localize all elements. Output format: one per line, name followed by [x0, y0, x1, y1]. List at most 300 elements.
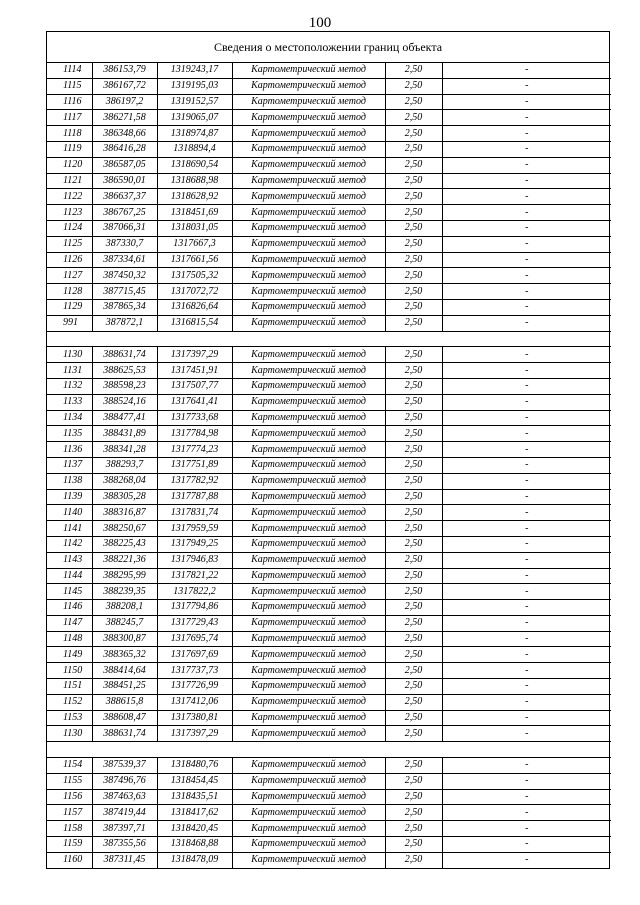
point-number-cell: 1126 — [47, 252, 92, 268]
point-number-cell: 1119 — [47, 141, 92, 157]
y-coordinate-cell: 1317946,83 — [157, 552, 232, 568]
y-coordinate-cell: 1317782,92 — [157, 473, 232, 489]
x-coordinate-cell: 388300,87 — [92, 631, 157, 647]
accuracy-cell: 2,50 — [385, 584, 442, 600]
point-number-cell: 1139 — [47, 489, 92, 505]
boundary-table — [46, 31, 610, 869]
method-cell: Картометрический метод — [232, 394, 385, 410]
y-coordinate-cell: 1317641,41 — [157, 394, 232, 410]
point-number-cell: 1131 — [47, 363, 92, 379]
point-number-cell: 991 — [47, 315, 92, 331]
table-row — [47, 173, 611, 189]
method-cell: Картометрический метод — [232, 489, 385, 505]
y-coordinate-cell: 1318468,88 — [157, 837, 232, 853]
point-number-cell: 1160 — [47, 852, 92, 867]
x-coordinate-cell: 387334,61 — [92, 252, 157, 268]
table-row — [47, 126, 611, 142]
accuracy-cell: 2,50 — [385, 789, 442, 805]
description-cell: - — [442, 505, 611, 521]
x-coordinate-cell: 387419,44 — [92, 805, 157, 821]
accuracy-cell: 2,50 — [385, 758, 442, 774]
description-cell: - — [442, 821, 611, 837]
accuracy-cell — [385, 331, 442, 347]
table-row — [47, 457, 611, 473]
point-number-cell: 1115 — [47, 78, 92, 94]
table-row — [47, 252, 611, 268]
description-cell: - — [442, 394, 611, 410]
method-cell — [232, 742, 385, 758]
accuracy-cell: 2,50 — [385, 568, 442, 584]
description-cell: - — [442, 220, 611, 236]
description-cell: - — [442, 584, 611, 600]
y-coordinate-cell — [157, 331, 232, 347]
description-cell: - — [442, 157, 611, 173]
description-cell: - — [442, 789, 611, 805]
description-cell: - — [442, 205, 611, 221]
point-number-cell: 1151 — [47, 679, 92, 695]
y-coordinate-cell: 1316826,64 — [157, 299, 232, 315]
method-cell: Картометрический метод — [232, 852, 385, 867]
point-number-cell: 1123 — [47, 205, 92, 221]
table-row — [47, 852, 611, 867]
y-coordinate-cell: 1317774,23 — [157, 442, 232, 458]
x-coordinate-cell: 387330,7 — [92, 236, 157, 252]
description-cell: - — [442, 647, 611, 663]
method-cell: Картометрический метод — [232, 600, 385, 616]
table-row — [47, 600, 611, 616]
accuracy-cell: 2,50 — [385, 157, 442, 173]
method-cell: Картометрический метод — [232, 805, 385, 821]
description-cell: - — [442, 426, 611, 442]
x-coordinate-cell: 388431,89 — [92, 426, 157, 442]
x-coordinate-cell: 387311,45 — [92, 852, 157, 867]
accuracy-cell: 2,50 — [385, 457, 442, 473]
point-number-cell — [47, 742, 92, 758]
x-coordinate-cell: 387865,34 — [92, 299, 157, 315]
y-coordinate-cell: 1318454,45 — [157, 773, 232, 789]
point-number-cell: 1147 — [47, 615, 92, 631]
table-row — [47, 552, 611, 568]
method-cell: Картометрический метод — [232, 141, 385, 157]
table-row — [47, 205, 611, 221]
description-cell — [442, 331, 611, 347]
x-coordinate-cell: 387539,37 — [92, 758, 157, 774]
point-number-cell: 1127 — [47, 268, 92, 284]
method-cell: Картометрический метод — [232, 157, 385, 173]
table-row — [47, 299, 611, 315]
table-row — [47, 189, 611, 205]
table-row — [47, 758, 611, 774]
x-coordinate-cell: 388631,74 — [92, 347, 157, 363]
y-coordinate-cell: 1319065,07 — [157, 110, 232, 126]
accuracy-cell: 2,50 — [385, 126, 442, 142]
accuracy-cell: 2,50 — [385, 536, 442, 552]
table-row — [47, 568, 611, 584]
table-row — [47, 63, 611, 78]
description-cell: - — [442, 457, 611, 473]
y-coordinate-cell: 1317072,72 — [157, 284, 232, 300]
description-cell: - — [442, 679, 611, 695]
page-number: 100 — [308, 15, 332, 31]
point-number-cell — [47, 331, 92, 347]
y-coordinate-cell: 1317726,99 — [157, 679, 232, 695]
accuracy-cell: 2,50 — [385, 726, 442, 742]
method-cell: Картометрический метод — [232, 378, 385, 394]
method-cell: Картометрический метод — [232, 173, 385, 189]
method-cell: Картометрический метод — [232, 821, 385, 837]
method-cell: Картометрический метод — [232, 584, 385, 600]
y-coordinate-cell: 1317831,74 — [157, 505, 232, 521]
point-number-cell: 1122 — [47, 189, 92, 205]
y-coordinate-cell: 1318435,51 — [157, 789, 232, 805]
method-cell: Картометрический метод — [232, 615, 385, 631]
description-cell: - — [442, 710, 611, 726]
method-cell: Картометрический метод — [232, 363, 385, 379]
table-row — [47, 615, 611, 631]
method-cell: Картометрический метод — [232, 299, 385, 315]
x-coordinate-cell: 388221,36 — [92, 552, 157, 568]
table-row — [47, 78, 611, 94]
method-cell: Картометрический метод — [232, 552, 385, 568]
x-coordinate-cell: 388341,28 — [92, 442, 157, 458]
point-number-cell: 1141 — [47, 521, 92, 537]
y-coordinate-cell: 1317397,29 — [157, 726, 232, 742]
table-row — [47, 505, 611, 521]
method-cell: Картометрический метод — [232, 236, 385, 252]
x-coordinate-cell: 388293,7 — [92, 457, 157, 473]
table-gap-row — [47, 331, 611, 347]
accuracy-cell: 2,50 — [385, 252, 442, 268]
accuracy-cell: 2,50 — [385, 679, 442, 695]
table-row — [47, 347, 611, 363]
method-cell: Картометрический метод — [232, 94, 385, 110]
x-coordinate-cell: 388208,1 — [92, 600, 157, 616]
accuracy-cell: 2,50 — [385, 410, 442, 426]
table-row — [47, 489, 611, 505]
point-number-cell: 1144 — [47, 568, 92, 584]
point-number-cell: 1133 — [47, 394, 92, 410]
y-coordinate-cell: 1318688,98 — [157, 173, 232, 189]
x-coordinate-cell: 386416,28 — [92, 141, 157, 157]
method-cell: Картометрический метод — [232, 505, 385, 521]
x-coordinate-cell: 388268,04 — [92, 473, 157, 489]
accuracy-cell: 2,50 — [385, 631, 442, 647]
description-cell: - — [442, 663, 611, 679]
accuracy-cell: 2,50 — [385, 805, 442, 821]
point-number-cell: 1134 — [47, 410, 92, 426]
point-number-cell: 1124 — [47, 220, 92, 236]
table-row — [47, 679, 611, 695]
x-coordinate-cell: 386590,01 — [92, 173, 157, 189]
description-cell: - — [442, 568, 611, 584]
description-cell: - — [442, 189, 611, 205]
accuracy-cell: 2,50 — [385, 663, 442, 679]
method-cell: Картометрический метод — [232, 521, 385, 537]
y-coordinate-cell — [157, 742, 232, 758]
accuracy-cell: 2,50 — [385, 189, 442, 205]
y-coordinate-cell: 1318031,05 — [157, 220, 232, 236]
point-number-cell: 1118 — [47, 126, 92, 142]
description-cell: - — [442, 837, 611, 853]
table-row — [47, 805, 611, 821]
accuracy-cell: 2,50 — [385, 521, 442, 537]
y-coordinate-cell: 1317667,3 — [157, 236, 232, 252]
method-cell: Картометрический метод — [232, 457, 385, 473]
table-row — [47, 536, 611, 552]
accuracy-cell: 2,50 — [385, 363, 442, 379]
table-gap-row — [47, 742, 611, 758]
point-number-cell: 1158 — [47, 821, 92, 837]
table-row — [47, 631, 611, 647]
method-cell: Картометрический метод — [232, 110, 385, 126]
y-coordinate-cell: 1317751,89 — [157, 457, 232, 473]
method-cell: Картометрический метод — [232, 315, 385, 331]
accuracy-cell: 2,50 — [385, 710, 442, 726]
accuracy-cell: 2,50 — [385, 78, 442, 94]
point-number-cell: 1146 — [47, 600, 92, 616]
table-row — [47, 378, 611, 394]
method-cell: Картометрический метод — [232, 205, 385, 221]
description-cell: - — [442, 410, 611, 426]
description-cell: - — [442, 552, 611, 568]
point-number-cell: 1132 — [47, 378, 92, 394]
point-number-cell: 1137 — [47, 457, 92, 473]
point-number-cell: 1128 — [47, 284, 92, 300]
description-cell: - — [442, 173, 611, 189]
point-number-cell: 1130 — [47, 347, 92, 363]
accuracy-cell: 2,50 — [385, 647, 442, 663]
y-coordinate-cell: 1317412,06 — [157, 694, 232, 710]
method-cell: Картометрический метод — [232, 126, 385, 142]
x-coordinate-cell: 388239,35 — [92, 584, 157, 600]
description-cell: - — [442, 378, 611, 394]
point-number-cell: 1130 — [47, 726, 92, 742]
y-coordinate-cell: 1318894,4 — [157, 141, 232, 157]
y-coordinate-cell: 1318478,09 — [157, 852, 232, 867]
description-cell: - — [442, 63, 611, 78]
x-coordinate-cell: 386197,2 — [92, 94, 157, 110]
x-coordinate-cell: 388365,32 — [92, 647, 157, 663]
description-cell: - — [442, 442, 611, 458]
accuracy-cell: 2,50 — [385, 268, 442, 284]
table-row — [47, 94, 611, 110]
accuracy-cell: 2,50 — [385, 552, 442, 568]
table-row — [47, 110, 611, 126]
table-row — [47, 442, 611, 458]
x-coordinate-cell: 386767,25 — [92, 205, 157, 221]
description-cell: - — [442, 521, 611, 537]
y-coordinate-cell: 1317821,22 — [157, 568, 232, 584]
method-cell: Картометрический метод — [232, 631, 385, 647]
point-number-cell: 1116 — [47, 94, 92, 110]
point-number-cell: 1142 — [47, 536, 92, 552]
accuracy-cell: 2,50 — [385, 615, 442, 631]
accuracy-cell: 2,50 — [385, 347, 442, 363]
y-coordinate-cell: 1318420,45 — [157, 821, 232, 837]
table-row — [47, 426, 611, 442]
accuracy-cell: 2,50 — [385, 205, 442, 221]
x-coordinate-cell: 386587,05 — [92, 157, 157, 173]
point-number-cell: 1136 — [47, 442, 92, 458]
y-coordinate-cell: 1317784,98 — [157, 426, 232, 442]
accuracy-cell — [385, 742, 442, 758]
table-row — [47, 647, 611, 663]
accuracy-cell: 2,50 — [385, 141, 442, 157]
y-coordinate-cell: 1318628,92 — [157, 189, 232, 205]
table-row — [47, 236, 611, 252]
accuracy-cell: 2,50 — [385, 600, 442, 616]
accuracy-cell: 2,50 — [385, 773, 442, 789]
accuracy-cell: 2,50 — [385, 220, 442, 236]
description-cell: - — [442, 363, 611, 379]
table-row — [47, 663, 611, 679]
point-number-cell: 1157 — [47, 805, 92, 821]
table-title: Сведения о местоположении границ объекта — [47, 32, 609, 63]
method-cell: Картометрический метод — [232, 536, 385, 552]
description-cell: - — [442, 126, 611, 142]
method-cell — [232, 331, 385, 347]
point-number-cell: 1125 — [47, 236, 92, 252]
y-coordinate-cell: 1318480,76 — [157, 758, 232, 774]
y-coordinate-cell: 1317794,86 — [157, 600, 232, 616]
method-cell: Картометрический метод — [232, 773, 385, 789]
description-cell: - — [442, 78, 611, 94]
accuracy-cell: 2,50 — [385, 173, 442, 189]
method-cell: Картометрический метод — [232, 426, 385, 442]
y-coordinate-cell: 1316815,54 — [157, 315, 232, 331]
accuracy-cell: 2,50 — [385, 489, 442, 505]
x-coordinate-cell: 388524,16 — [92, 394, 157, 410]
y-coordinate-cell: 1317949,25 — [157, 536, 232, 552]
point-number-cell: 1140 — [47, 505, 92, 521]
table-row — [47, 694, 611, 710]
description-cell: - — [442, 536, 611, 552]
point-number-cell: 1150 — [47, 663, 92, 679]
y-coordinate-cell: 1317959,59 — [157, 521, 232, 537]
description-cell — [442, 742, 611, 758]
description-cell: - — [442, 805, 611, 821]
table-row — [47, 220, 611, 236]
method-cell: Картометрический метод — [232, 679, 385, 695]
description-cell: - — [442, 268, 611, 284]
method-cell: Картометрический метод — [232, 220, 385, 236]
point-number-cell: 1143 — [47, 552, 92, 568]
y-coordinate-cell: 1317380,81 — [157, 710, 232, 726]
method-cell: Картометрический метод — [232, 410, 385, 426]
point-number-cell: 1153 — [47, 710, 92, 726]
method-cell: Картометрический метод — [232, 252, 385, 268]
point-number-cell: 1152 — [47, 694, 92, 710]
description-cell: - — [442, 299, 611, 315]
y-coordinate-cell: 1317695,74 — [157, 631, 232, 647]
y-coordinate-cell: 1317397,29 — [157, 347, 232, 363]
table-row — [47, 789, 611, 805]
x-coordinate-cell: 386348,66 — [92, 126, 157, 142]
method-cell: Картометрический метод — [232, 63, 385, 78]
x-coordinate-cell: 388625,53 — [92, 363, 157, 379]
x-coordinate-cell: 386153,79 — [92, 63, 157, 78]
accuracy-cell: 2,50 — [385, 426, 442, 442]
accuracy-cell: 2,50 — [385, 837, 442, 853]
method-cell: Картометрический метод — [232, 442, 385, 458]
description-cell: - — [442, 141, 611, 157]
x-coordinate-cell: 387355,56 — [92, 837, 157, 853]
y-coordinate-cell: 1318417,62 — [157, 805, 232, 821]
y-coordinate-cell: 1319243,17 — [157, 63, 232, 78]
y-coordinate-cell: 1318974,87 — [157, 126, 232, 142]
description-cell: - — [442, 110, 611, 126]
accuracy-cell: 2,50 — [385, 694, 442, 710]
method-cell: Картометрический метод — [232, 284, 385, 300]
table-row — [47, 726, 611, 742]
description-cell: - — [442, 631, 611, 647]
x-coordinate-cell — [92, 742, 157, 758]
table-row — [47, 773, 611, 789]
method-cell: Картометрический метод — [232, 347, 385, 363]
method-cell: Картометрический метод — [232, 647, 385, 663]
accuracy-cell: 2,50 — [385, 394, 442, 410]
y-coordinate-cell: 1318690,54 — [157, 157, 232, 173]
x-coordinate-cell: 387715,45 — [92, 284, 157, 300]
x-coordinate-cell: 387496,76 — [92, 773, 157, 789]
point-number-cell: 1138 — [47, 473, 92, 489]
table-row — [47, 363, 611, 379]
method-cell: Картометрический метод — [232, 663, 385, 679]
table-body — [47, 63, 611, 868]
x-coordinate-cell: 387066,31 — [92, 220, 157, 236]
y-coordinate-cell: 1317507,77 — [157, 378, 232, 394]
accuracy-cell: 2,50 — [385, 94, 442, 110]
point-number-cell: 1156 — [47, 789, 92, 805]
description-cell: - — [442, 94, 611, 110]
x-coordinate-cell: 387397,71 — [92, 821, 157, 837]
x-coordinate-cell: 388414,64 — [92, 663, 157, 679]
accuracy-cell: 2,50 — [385, 378, 442, 394]
accuracy-cell: 2,50 — [385, 315, 442, 331]
y-coordinate-cell: 1318451,69 — [157, 205, 232, 221]
x-coordinate-cell: 388608,47 — [92, 710, 157, 726]
accuracy-cell: 2,50 — [385, 236, 442, 252]
x-coordinate-cell: 388316,87 — [92, 505, 157, 521]
y-coordinate-cell: 1317661,56 — [157, 252, 232, 268]
x-coordinate-cell: 388451,25 — [92, 679, 157, 695]
table-row — [47, 710, 611, 726]
x-coordinate-cell: 386271,58 — [92, 110, 157, 126]
y-coordinate-cell: 1317787,88 — [157, 489, 232, 505]
accuracy-cell: 2,50 — [385, 505, 442, 521]
method-cell: Картометрический метод — [232, 268, 385, 284]
y-coordinate-cell: 1317697,69 — [157, 647, 232, 663]
x-coordinate-cell: 388615,8 — [92, 694, 157, 710]
coordinates-table — [47, 63, 611, 868]
accuracy-cell: 2,50 — [385, 473, 442, 489]
x-coordinate-cell: 388477,41 — [92, 410, 157, 426]
point-number-cell: 1155 — [47, 773, 92, 789]
method-cell: Картометрический метод — [232, 694, 385, 710]
description-cell: - — [442, 758, 611, 774]
description-cell: - — [442, 600, 611, 616]
point-number-cell: 1148 — [47, 631, 92, 647]
y-coordinate-cell: 1317737,73 — [157, 663, 232, 679]
point-number-cell: 1114 — [47, 63, 92, 78]
y-coordinate-cell: 1317729,43 — [157, 615, 232, 631]
method-cell: Картометрический метод — [232, 473, 385, 489]
table-row — [47, 394, 611, 410]
description-cell: - — [442, 284, 611, 300]
point-number-cell: 1159 — [47, 837, 92, 853]
accuracy-cell: 2,50 — [385, 442, 442, 458]
table-row — [47, 410, 611, 426]
